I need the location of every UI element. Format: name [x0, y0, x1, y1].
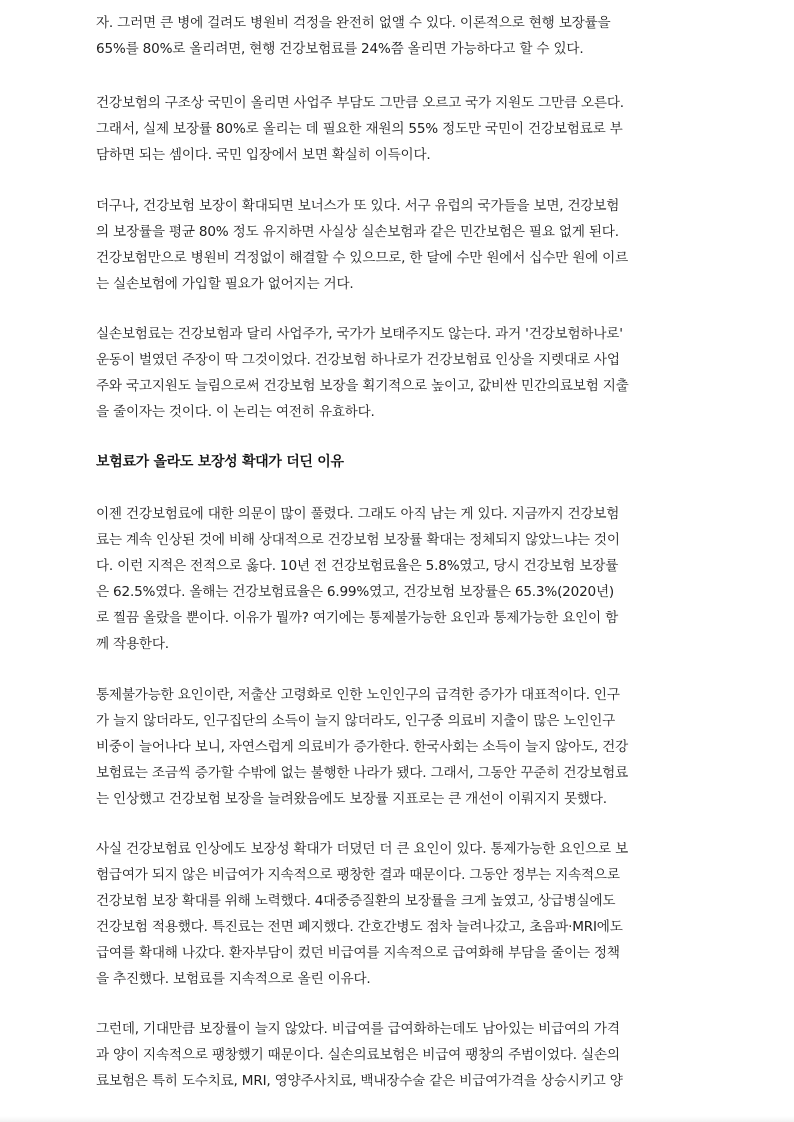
text-line: 험급여가 되지 않은 비급여가 지속적으로 팽창한 결과 때문이다. 그동안 정부는 지속적으로 [96, 867, 620, 883]
text-line: 이젠 건강보험료에 대한 의문이 많이 풀렸다. 그래도 아직 남는 게 있다. 지금까지 건강보험 [96, 506, 620, 522]
paragraph [96, 90, 624, 168]
text-line: 더구나, 건강보험 보장이 확대되면 보너스가 또 있다. 서구 유럽의 국가들을 보면, 건강보험 [96, 198, 620, 214]
text-line: 담하면 되는 셈이다. 국민 입장에서 보면 확실히 이득이다. [96, 147, 431, 163]
scan-edge [0, 1116, 794, 1122]
text-line: 가 늘지 않더라도, 인구집단의 소득이 늘지 않더라도, 인구중 의료비 지출이 많은 노인인구 [96, 713, 616, 729]
text-line: 사실 건강보험료 인상에도 보장성 확대가 더뎠던 더 큰 요인이 있다. 통제가능한 요인으로 보 [96, 841, 629, 857]
text-line: 급여를 확대해 나갔다. 환자부담이 컸던 비급여를 지속적으로 급여화해 부담을 줄이는 정책 [96, 945, 620, 961]
text-line: 을 줄이자는 것이다. 이 논리는 여전히 유효하다. [96, 404, 375, 420]
text-line: 건강보험만으로 병원비 걱정없이 해결할 수 있으므로, 한 달에 수만 원에서 십수만 원에 이르 [96, 250, 629, 266]
text-line: 그래서, 실제 보장률 80%로 올리는 데 필요한 재원의 55% 정도만 국민이 건강보험료로 부 [96, 121, 623, 137]
text-line: 께 작용한다. [96, 636, 169, 652]
text-line: 건강보험 적용했다. 특진료는 전면 폐지했다. 간호간병도 점차 늘려나갔고, 초음파·MRI에도 [96, 919, 623, 935]
text-line: 는 인상했고 건강보험 보장을 늘려왔음에도 보장률 지표로는 큰 개선이 이뤄지지 못했다. [96, 791, 607, 807]
text-line: 그런데, 기대만큼 보장률이 늘지 않았다. 비급여를 급여화하는데도 남아있는 비급여의 가격 [96, 1021, 620, 1037]
paragraph [96, 501, 620, 657]
text-line: 로 찔끔 올랐을 뿐이다. 이유가 뭘까? 여기에는 통제불가능한 요인과 통제가능한 요인이 함 [96, 610, 619, 626]
text-line: 건강보험 보장 확대를 위해 노력했다. 4대중증질환의 보장률을 크게 높였고, 상급병실에도 [96, 893, 616, 909]
text-line: 통제불가능한 요인이란, 저출산 고령화로 인한 노인인구의 급격한 증가가 대표적이다. 인구 [96, 687, 620, 703]
text-line: 65%를 80%로 올리려면, 현행 건강보험료를 24%쯤 올리면 가능하다고 할 수 있다. [96, 41, 584, 57]
paragraph [96, 836, 628, 992]
text-line: 건강보험의 구조상 국민이 올리면 사업주 부담도 그만큼 오르고 국가 지원도 그만큼 오른다. [96, 95, 624, 111]
text-line: 주와 국고지원도 늘림으로써 건강보험 보장을 획기적으로 높이고, 값비싼 민간의료보험 지출 [96, 378, 629, 394]
text-line: 과 양이 지속적으로 팽창했기 때문이다. 실손의료보험은 비급여 팽창의 주범이었다. 실손의 [96, 1047, 620, 1063]
text-line: 료는 계속 인상된 것에 비해 상대적으로 건강보험 보장률 확대는 정체되지 않았느냐는 것이 [96, 532, 620, 548]
text-line: 비중이 늘어나다 보니, 자연스럽게 의료비가 증가한다. 한국사회는 소득이 늘지 않아도, 건강 [96, 739, 629, 755]
text-line: 자. 그러면 큰 병에 걸려도 병원비 걱정을 완전히 없앨 수 있다. 이론적으로 현행 보장률을 [96, 15, 611, 31]
text-line: 다. 이런 지적은 전적으로 옳다. 10년 전 건강보험료율은 5.8%였고, 당시 건강보험 보장률 [96, 558, 619, 574]
paragraph [96, 1016, 623, 1094]
paragraph [96, 10, 610, 62]
text-line: 료보험은 특히 도수치료, MRI, 영양주사치료, 백내장수술 같은 비급여가격을 상승시키고 양 [96, 1073, 623, 1089]
text-line: 의 보장률을 평균 80% 정도 유지하면 사실상 실손보험과 같은 민간보험은 필요 없게 된다. [96, 224, 619, 240]
text-line: 보험료는 조금씩 증가할 수밖에 없는 불행한 나라가 됐다. 그래서, 그동안 꾸준히 건강보험료 [96, 765, 629, 781]
text-line: 는 실손보험에 가입할 필요가 없어지는 거다. [96, 276, 354, 292]
paragraph [96, 321, 629, 425]
text-line: 운동이 벌였던 주장이 딱 그것이었다. 건강보험 하나로가 건강보험료 인상을 지렛대로 사업 [96, 352, 620, 368]
text-line: 실손보험료는 건강보험과 달리 사업주가, 국가가 보태주지도 않는다. 과거 '건강보험하나로' [96, 326, 623, 342]
section-heading: 보험료가 올라도 보장성 확대가 더딘 이유 [96, 454, 344, 470]
paragraph [96, 682, 628, 812]
text-line: 을 추진했다. 보험료를 지속적으로 올린 이유다. [96, 971, 371, 987]
text-line: 은 62.5%였다. 올해는 건강보험료율은 6.99%였고, 건강보험 보장률은 65.3%(2020년) [96, 584, 614, 600]
paragraph [96, 193, 628, 297]
